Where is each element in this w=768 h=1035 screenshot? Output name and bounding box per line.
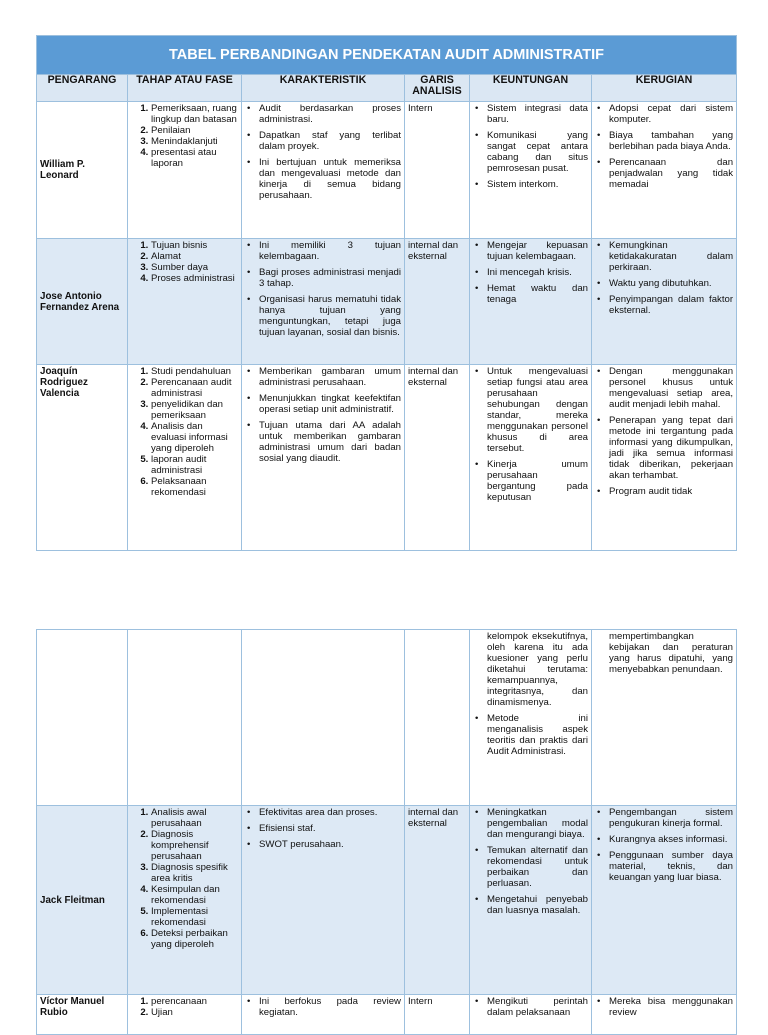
list-item: • Temukan alternatif dan rekomendasi untuk perbaikan dan perluasan. <box>487 845 588 889</box>
list-item: • Penggunaan sumber daya material, teknis, dan keuangan yang luar biasa. <box>609 850 733 883</box>
disadvantages-cell <box>592 630 737 806</box>
phases-cell <box>128 806 242 995</box>
list-item: • Mengikuti perintah dalam pelaksanaan <box>487 996 588 1018</box>
characteristics-cell <box>242 630 405 806</box>
advantages-cell <box>470 102 592 239</box>
advantages-cell <box>470 239 592 365</box>
phases-cell <box>128 239 242 365</box>
table-title: TABEL PERBANDINGAN PENDEKATAN AUDIT ADMINISTRATIF <box>37 36 737 75</box>
list-item: 1. Analisis awal perusahaan <box>151 807 238 829</box>
phases-cell <box>128 365 242 551</box>
analysis-cell: internal dan eksternal <box>405 806 470 995</box>
list-item: • Meningkatkan pengembalian modal dan mengurangi biaya. <box>487 807 588 840</box>
list-item: • Tujuan utama dari AA adalah untuk memberikan gambaran administrasi umum dari badan sosial yang diaudit. <box>259 420 401 464</box>
list-item: • Untuk mengevaluasi setiap fungsi atau area perusahaan sehubungan dengan standar, mereka menggunakan personel khusus di area tersebut. <box>487 366 588 454</box>
list-item: • Dapatkan staf yang terlibat dalam proyek. <box>259 130 401 152</box>
column-header-disadvantages: KERUGIAN <box>592 75 737 102</box>
list-item: 2. Ujian <box>151 1007 238 1018</box>
list-item: • Ini bertujuan untuk memeriksa dan mengevaluasi metode dan kinerja di semua bidang perusahaan. <box>259 157 401 201</box>
list-item: • Penerapan yang tepat dari metode ini tergantung pada informasi yang dikumpulkan, jadi jika semua informasi tidak diberikan, pekerjaan akan terhambat. <box>609 415 733 481</box>
list-item: • SWOT perusahaan. <box>259 839 401 850</box>
list-item: • Waktu yang dibutuhkan. <box>609 278 733 289</box>
column-header-analysis: GARIS ANALISIS <box>405 75 470 102</box>
author-cell: Jack Fleitman <box>37 806 128 995</box>
author-cell: William P. Leonard <box>37 102 128 239</box>
list-item: 1. Pemeriksaan, ruang lingkup dan batasan <box>151 103 238 125</box>
advantages-cell <box>470 995 592 1035</box>
advantages-cell <box>470 806 592 995</box>
disadvantages-cell <box>592 995 737 1035</box>
phases-cell <box>128 995 242 1035</box>
author-cell: Joaquín Rodriguez Valencia <box>37 365 128 551</box>
list-item: 1. Studi pendahuluan <box>151 366 238 377</box>
characteristics-cell <box>242 995 405 1035</box>
list-item: 2. Alamat <box>151 251 238 262</box>
list-item: 5. Implementasi rekomendasi <box>151 906 238 928</box>
list-item: 1. perencanaan <box>151 996 238 1007</box>
advantages-cell <box>470 365 592 551</box>
list-item: 2. Diagnosis komprehensif perusahaan <box>151 829 238 862</box>
list-item: 1. Tujuan bisnis <box>151 240 238 251</box>
list-item: • Kemungkinan ketidakakuratan dalam perkiraan. <box>609 240 733 273</box>
table-row <box>37 995 737 1035</box>
list-item: 3. Menindaklanjuti <box>151 136 238 147</box>
author-cell <box>37 630 128 806</box>
list-item: • Kinerja umum perusahaan bergantung pada keputusan <box>487 459 588 503</box>
list-item: • Mereka bisa menggunakan review <box>609 996 733 1018</box>
list-item: • Pengembangan sistem pengukuran kinerja formal. <box>609 807 733 829</box>
list-item: • Penyimpangan dalam faktor eksternal. <box>609 294 733 316</box>
list-item: 4. Kesimpulan dan rekomendasi <box>151 884 238 906</box>
list-item: • Hemat waktu dan tenaga <box>487 283 588 305</box>
analysis-cell: internal dan eksternal <box>405 239 470 365</box>
list-item: • Organisasi harus mematuhi tidak hanya tujuan yang menguntungkan, tetapi juga tujuan layanan, sosial dan bisnis. <box>259 294 401 338</box>
disadvantages-cell <box>592 102 737 239</box>
list-item: • Perencanaan dan penjadwalan yang tidak memadai <box>609 157 733 190</box>
table-row <box>37 102 737 239</box>
list-item: • Program audit tidak <box>609 486 733 497</box>
list-item: 4. Analisis dan evaluasi informasi yang diperoleh <box>151 421 238 454</box>
analysis-cell: internal dan eksternal <box>405 365 470 551</box>
author-cell: Jose Antonio Fernandez Arena <box>37 239 128 365</box>
list-item: 2. Penilaian <box>151 125 238 136</box>
author-cell: Víctor Manuel Rubio <box>37 995 128 1035</box>
column-header-advantages: KEUNTUNGAN <box>470 75 592 102</box>
list-item: • Mengetahui penyebab dan luasnya masalah. <box>487 894 588 916</box>
list-item: • Efektivitas area dan proses. <box>259 807 401 818</box>
comparison-table-part-1 <box>36 35 737 551</box>
analysis-cell <box>405 630 470 806</box>
analysis-cell: Intern <box>405 102 470 239</box>
list-item: • Adopsi cepat dari sistem komputer. <box>609 103 733 125</box>
list-item: • Komunikasi yang sangat cepat antara cabang dan situs pemrosesan pusat. <box>487 130 588 174</box>
list-item: • Biaya tambahan yang berlebihan pada biaya Anda. <box>609 130 733 152</box>
list-item: • Efisiensi staf. <box>259 823 401 834</box>
list-item: • Audit berdasarkan proses administrasi. <box>259 103 401 125</box>
list-item: • Bagi proses administrasi menjadi 3 tahap. <box>259 267 401 289</box>
continued-text: kelompok eksekutifnya, oleh karena itu ada kuesioner yang perlu diketahui terutama: kemampuannya, integritasnya, dan dinamismenya. <box>487 631 588 708</box>
characteristics-cell <box>242 806 405 995</box>
continued-text: mempertimbangkan kebijakan dan peraturan yang harus dipatuhi, yang menyebabkan penundaan. <box>609 631 733 675</box>
column-header-author: PENGARANG <box>37 75 128 102</box>
disadvantages-cell <box>592 806 737 995</box>
phases-cell <box>128 630 242 806</box>
list-item: • Ini mencegah krisis. <box>487 267 588 278</box>
phases-cell <box>128 102 242 239</box>
list-item: 3. Sumber daya <box>151 262 238 273</box>
list-item: 3. Diagnosis spesifik area kritis <box>151 862 238 884</box>
analysis-cell: Intern <box>405 995 470 1035</box>
list-item: • Sistem interkom. <box>487 179 588 190</box>
list-item: • Kurangnya akses informasi. <box>609 834 733 845</box>
advantages-cell <box>470 630 592 806</box>
table-row <box>37 365 737 551</box>
list-item: • Memberikan gambaran umum administrasi perusahaan. <box>259 366 401 388</box>
list-item: • Menunjukkan tingkat keefektifan operasi setiap unit administratif. <box>259 393 401 415</box>
table-row <box>37 806 737 995</box>
comparison-table-part-2 <box>36 629 737 1035</box>
list-item: • Ini berfokus pada review kegiatan. <box>259 996 401 1018</box>
list-item: 6. Deteksi perbaikan yang diperoleh <box>151 928 238 950</box>
characteristics-cell <box>242 239 405 365</box>
list-item: 4. Proses administrasi <box>151 273 238 284</box>
list-item: 2. Perencanaan audit administrasi <box>151 377 238 399</box>
list-item: • Dengan menggunakan personel khusus untuk mengevaluasi setiap area, audit menjadi lebih mahal. <box>609 366 733 410</box>
table-row <box>37 239 737 365</box>
list-item: 5. laporan audit administrasi <box>151 454 238 476</box>
column-header-phase: TAHAP ATAU FASE <box>128 75 242 102</box>
list-item: • Mengejar kepuasan tujuan kelembagaan. <box>487 240 588 262</box>
disadvantages-cell <box>592 365 737 551</box>
characteristics-cell <box>242 365 405 551</box>
disadvantages-cell <box>592 239 737 365</box>
characteristics-cell <box>242 102 405 239</box>
list-item: • Metode ini menganalisis aspek teoritis dan praktis dari Audit Administrasi. <box>487 713 588 757</box>
list-item: 4. presentasi atau laporan <box>151 147 238 169</box>
column-header-characteristics: KARAKTERISTIK <box>242 75 405 102</box>
list-item: • Ini memiliki 3 tujuan kelembagaan. <box>259 240 401 262</box>
table-row <box>37 630 737 806</box>
list-item: 3. penyelidikan dan pemeriksaan <box>151 399 238 421</box>
list-item: • Sistem integrasi data baru. <box>487 103 588 125</box>
list-item: 6. Pelaksanaan rekomendasi <box>151 476 238 498</box>
